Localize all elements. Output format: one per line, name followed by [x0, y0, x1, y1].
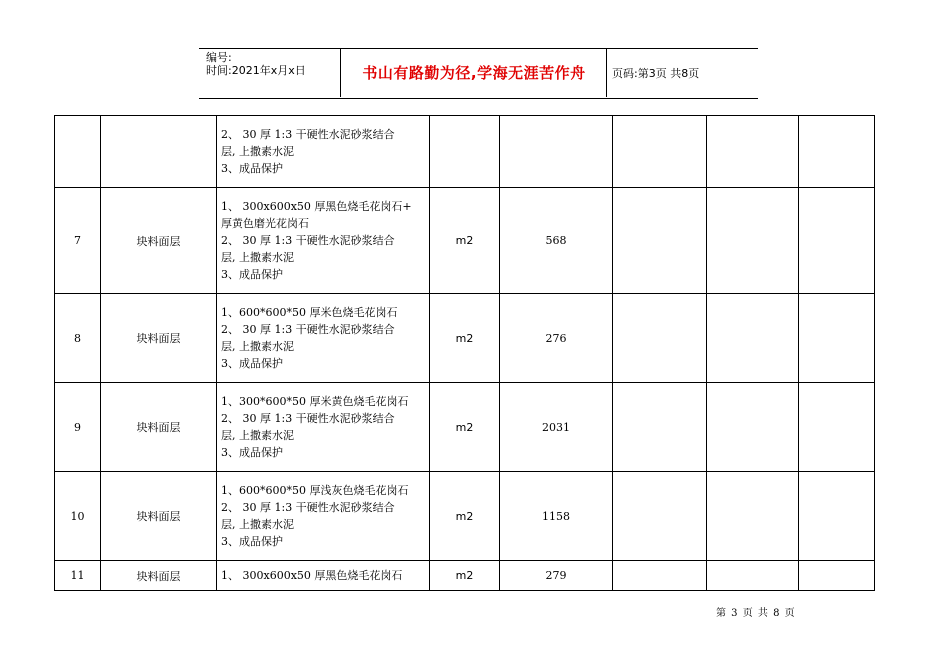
empty-cell [613, 116, 707, 188]
row-description [217, 188, 430, 294]
row-unit: m2 [430, 188, 500, 294]
header-meta [199, 48, 341, 97]
description-line: 1、600*600*50 厚米色烧毛花岗石 [221, 306, 398, 319]
description-line: 1、600*600*50 厚浅灰色烧毛花岗石 [221, 484, 409, 497]
table-row [55, 472, 875, 561]
empty-cell [799, 188, 875, 294]
empty-cell [707, 561, 799, 591]
empty-cell [799, 561, 875, 591]
row-description [217, 472, 430, 561]
row-number: 9 [55, 383, 101, 472]
description-line: 层, 上撒素水泥 [221, 518, 294, 531]
row-unit [430, 116, 500, 188]
description-line: 3、成品保护 [221, 357, 283, 370]
row-number: 8 [55, 294, 101, 383]
row-name: 块料面层 [101, 188, 217, 294]
empty-cell [799, 472, 875, 561]
code-label: 编号: [206, 51, 232, 64]
row-quantity: 568 [500, 188, 613, 294]
empty-cell [613, 294, 707, 383]
row-quantity [500, 116, 613, 188]
description-line: 3、成品保护 [221, 535, 283, 548]
description-line: 层, 上撒素水泥 [221, 145, 294, 158]
row-number [55, 116, 101, 188]
description-line: 3、成品保护 [221, 162, 283, 175]
time-label: 时间:2021年x月x日 [206, 64, 306, 77]
description-line: 1、 300x600x50 厚黑色烧毛花岗石 [221, 569, 403, 582]
header-motto: 书山有路勤为径,学海无涯苦作舟 [342, 48, 607, 97]
row-description [217, 383, 430, 472]
bill-of-quantities-table [54, 115, 875, 591]
description-line: 层, 上撒素水泥 [221, 429, 294, 442]
description-line: 2、 30 厚 1:3 干硬性水泥砂浆结合 [221, 501, 395, 514]
empty-cell [707, 294, 799, 383]
description-line: 2、 30 厚 1:3 干硬性水泥砂浆结合 [221, 412, 395, 425]
table-row [55, 383, 875, 472]
empty-cell [707, 116, 799, 188]
row-number: 11 [55, 561, 101, 591]
table-row [55, 188, 875, 294]
description-line: 1、300*600*50 厚米黄色烧毛花岗石 [221, 395, 409, 408]
row-description [217, 561, 430, 591]
description-line: 厚黄色磨光花岗石 [221, 217, 309, 230]
empty-cell [613, 383, 707, 472]
row-unit: m2 [430, 472, 500, 561]
empty-cell [707, 188, 799, 294]
row-name [101, 116, 217, 188]
description-line: 层, 上撒素水泥 [221, 340, 294, 353]
description-line: 3、成品保护 [221, 268, 283, 281]
row-unit: m2 [430, 294, 500, 383]
row-number: 10 [55, 472, 101, 561]
description-line: 2、 30 厚 1:3 干硬性水泥砂浆结合 [221, 323, 395, 336]
row-quantity: 279 [500, 561, 613, 591]
empty-cell [707, 383, 799, 472]
page-footer: 第 3 页 共 8 页 [716, 608, 796, 619]
description-line: 1、 300x600x50 厚黑色烧毛花岗石+ [221, 200, 412, 213]
empty-cell [613, 561, 707, 591]
empty-cell [707, 472, 799, 561]
row-quantity: 2031 [500, 383, 613, 472]
row-name: 块料面层 [101, 383, 217, 472]
empty-cell [613, 188, 707, 294]
row-name: 块料面层 [101, 472, 217, 561]
row-description [217, 294, 430, 383]
table-row [55, 294, 875, 383]
empty-cell [799, 383, 875, 472]
table-row [55, 561, 875, 591]
row-number: 7 [55, 188, 101, 294]
empty-cell [799, 294, 875, 383]
description-line: 2、 30 厚 1:3 干硬性水泥砂浆结合 [221, 128, 395, 141]
row-name: 块料面层 [101, 294, 217, 383]
row-quantity: 276 [500, 294, 613, 383]
row-name: 块料面层 [101, 561, 217, 591]
table-row [55, 116, 875, 188]
row-description [217, 116, 430, 188]
empty-cell [799, 116, 875, 188]
description-line: 2、 30 厚 1:3 干硬性水泥砂浆结合 [221, 234, 395, 247]
empty-cell [613, 472, 707, 561]
description-line: 3、成品保护 [221, 446, 283, 459]
row-unit: m2 [430, 561, 500, 591]
row-unit: m2 [430, 383, 500, 472]
header-page-label: 页码:第3页 共8页 [612, 66, 700, 80]
row-quantity: 1158 [500, 472, 613, 561]
description-line: 层, 上撒素水泥 [221, 251, 294, 264]
